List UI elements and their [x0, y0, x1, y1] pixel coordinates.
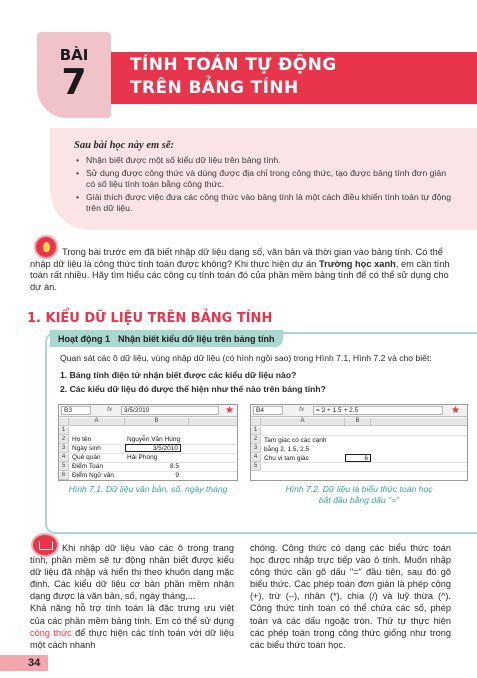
lesson-label: BÀI: [59, 46, 89, 64]
figure-2-caption-line1: Hình 7.2. Dữ liệu là biểu thức toán học: [285, 484, 433, 494]
row-header: 5: [59, 463, 69, 471]
cell-value: 8.5: [169, 463, 179, 470]
cell-label: Điểm Toán: [72, 463, 103, 470]
row-header: 4: [251, 454, 261, 462]
formula-bar: [59, 405, 237, 417]
row-header: 3: [59, 445, 69, 453]
figure-2-caption-line2: bắt đầu bằng dấu "=": [318, 494, 400, 505]
cell-value: Hải Phòng: [127, 454, 158, 461]
column-header: B: [345, 418, 371, 426]
formula-term: công thức: [30, 627, 72, 638]
objectives-heading: Sau bài học này em sẽ:: [74, 140, 175, 151]
cell-label: Họ tên: [72, 436, 92, 443]
activity-instruction: Quan sát các ô dữ liệu, vùng nhập dữ liệu (có hình ngôi sao) trong Hình 7.1, Hình 7.2 và cho biết:: [60, 353, 432, 363]
activity-title: Nhận biết kiểu dữ liệu trên bảng tính: [118, 333, 275, 344]
question-number: 2.: [60, 384, 68, 394]
cell-text: Tam giác có các cạnh: [264, 437, 327, 444]
intro-project-name: Trường học xanh: [318, 258, 396, 269]
activity-tab: [50, 330, 283, 347]
row-header: 2: [59, 436, 69, 444]
name-box: B3: [61, 406, 91, 415]
question-text: Các kiểu dữ liệu đó được thể hiện như thế nào trên bảng tính?: [69, 384, 326, 394]
body-text: Khả năng hỗ trợ tính toán là đặc trưng ưu việt của các phần mềm bảng tính. Em có thể sử dụng: [30, 603, 234, 626]
figure-1-caption: Hình 7.1. Dữ liệu văn bản, số, ngày tháng: [68, 484, 228, 494]
body-paragraph-2: [30, 602, 234, 650]
lesson-number: 7: [61, 62, 87, 103]
cell-label: Quê quán: [72, 454, 101, 461]
column-header: [189, 418, 238, 426]
grid-line: [261, 435, 467, 436]
fx-icon: fx: [107, 406, 113, 413]
column-header: B: [125, 418, 189, 426]
fx-icon: fx: [299, 406, 305, 413]
lesson-badge: [37, 32, 111, 118]
cell-label: Điểm Ngữ văn: [72, 472, 114, 479]
objectives-box: [50, 128, 477, 230]
name-box: B4: [253, 406, 283, 415]
intro-text-before: Trong bài trước em đã biết nhập dữ liệu dạng số, văn bản và thời gian vào bảng tính. Có thể nhập dữ liệu là công thức tính toán được không? Khi thực hiện dự án: [30, 247, 443, 269]
objective-item: • Nhận biết được một số kiểu dữ liệu trên bảng tính.: [76, 155, 456, 167]
column-header: A: [69, 418, 125, 426]
objectives-list: [76, 155, 456, 216]
corner-header: [59, 418, 69, 426]
column-header: A: [261, 418, 345, 426]
body-text: để thực hiện các tính toán với dữ liệu một cách nhanh: [30, 627, 234, 650]
formula-bar: [251, 405, 467, 417]
section-title: 1. KIỂU DỮ LIỆU TRÊN BẢNG TÍNH: [27, 311, 273, 326]
spreadsheet-figure-1: [58, 404, 238, 481]
cell-label: Chu vi tam giác: [264, 455, 309, 462]
star-icon: ★: [225, 405, 234, 416]
row-header: 3: [251, 445, 261, 453]
cell-value: Nguyễn Văn Hùng: [127, 436, 181, 443]
lesson-title-line1: TÍNH TOÁN TỰ ĐỘNG: [130, 55, 337, 75]
cell-label: Ngày sinh: [72, 445, 101, 452]
activity-question-2: [60, 384, 326, 394]
grid-line: [261, 471, 467, 472]
spreadsheet-figure-2: [250, 404, 468, 481]
row-header: 1: [251, 427, 261, 435]
intro-text-after: , em cần tính toán rất nhiều. Hãy tìm hiểu các công cụ tính toán đó của phần mềm bảng tính để có thể sử dụng cho dự án.: [30, 258, 450, 293]
star-icon: ★: [451, 405, 460, 416]
column-header: [371, 418, 468, 426]
body-paragraph-1: Khi nhập dữ liệu vào các ô trong trang tính, phần mềm sẽ tự động nhận biết được kiểu dữ liệu đã nhập và hiển thị theo khuôn dạng mặc định. Các kiểu dữ liệu cơ bản phần mềm nhận dạng được là văn bản, số, ngày tháng,...: [30, 543, 234, 602]
intro-paragraph: [30, 247, 452, 294]
cell-value-selected: 6: [345, 454, 371, 462]
corner-header: [251, 418, 261, 426]
formula-input: 3/5/2010: [121, 406, 219, 415]
page-number: 34: [0, 655, 48, 671]
row-header: 2: [251, 436, 261, 444]
activity-question-1: [60, 370, 296, 380]
question-number: 1.: [60, 370, 68, 380]
row-header: 5: [251, 463, 261, 471]
formula-input: = 2 + 1.5 + 2.5: [313, 406, 443, 415]
objective-item: • Sử dụng được công thức và dùng được địa chỉ trong công thức, tạo được bảng tính đơn giản có số liệu tính toán bằng công thức.: [76, 168, 456, 191]
objective-item: • Giải thích được việc đưa các công thức vào bảng tính là một cách điều khiển tính toán tự động trên dữ liệu.: [76, 192, 456, 215]
cell-value-selected: 3/5/2010: [125, 444, 181, 452]
lesson-title-line2: TRÊN BẢNG TÍNH: [130, 78, 299, 98]
question-text: Bảng tính điện tử nhận biết được các kiểu dữ liệu nào?: [69, 370, 297, 380]
row-header: 4: [59, 454, 69, 462]
cell-value: 9: [175, 472, 179, 479]
body-left-column: [30, 542, 234, 651]
row-header: 1: [59, 427, 69, 435]
row-header: 6: [59, 472, 69, 480]
activity-label: Hoạt động 1: [58, 333, 110, 344]
figure-2-caption: [250, 484, 468, 505]
cell-text: bằng 2, 1.5, 2.5: [264, 446, 310, 453]
body-right-column: chóng. Công thức có dạng các biểu thức toán học được nhập trực tiếp vào ô tính. Muốn nhập công thức cần gõ dấu "=" đầu tiên, sau đó gõ biểu thức. Các phép toán đơn giản là phép cộng (+), trừ (–), nhân (*), chia (/) và luỹ thừa (^). Công thức tính toán có thể chứa các số, phép toán và các dấu ngoặc tròn. Thứ tự thực hiện các phép toán trong công thức giống như trong các biểu thức toán học.: [250, 543, 451, 650]
